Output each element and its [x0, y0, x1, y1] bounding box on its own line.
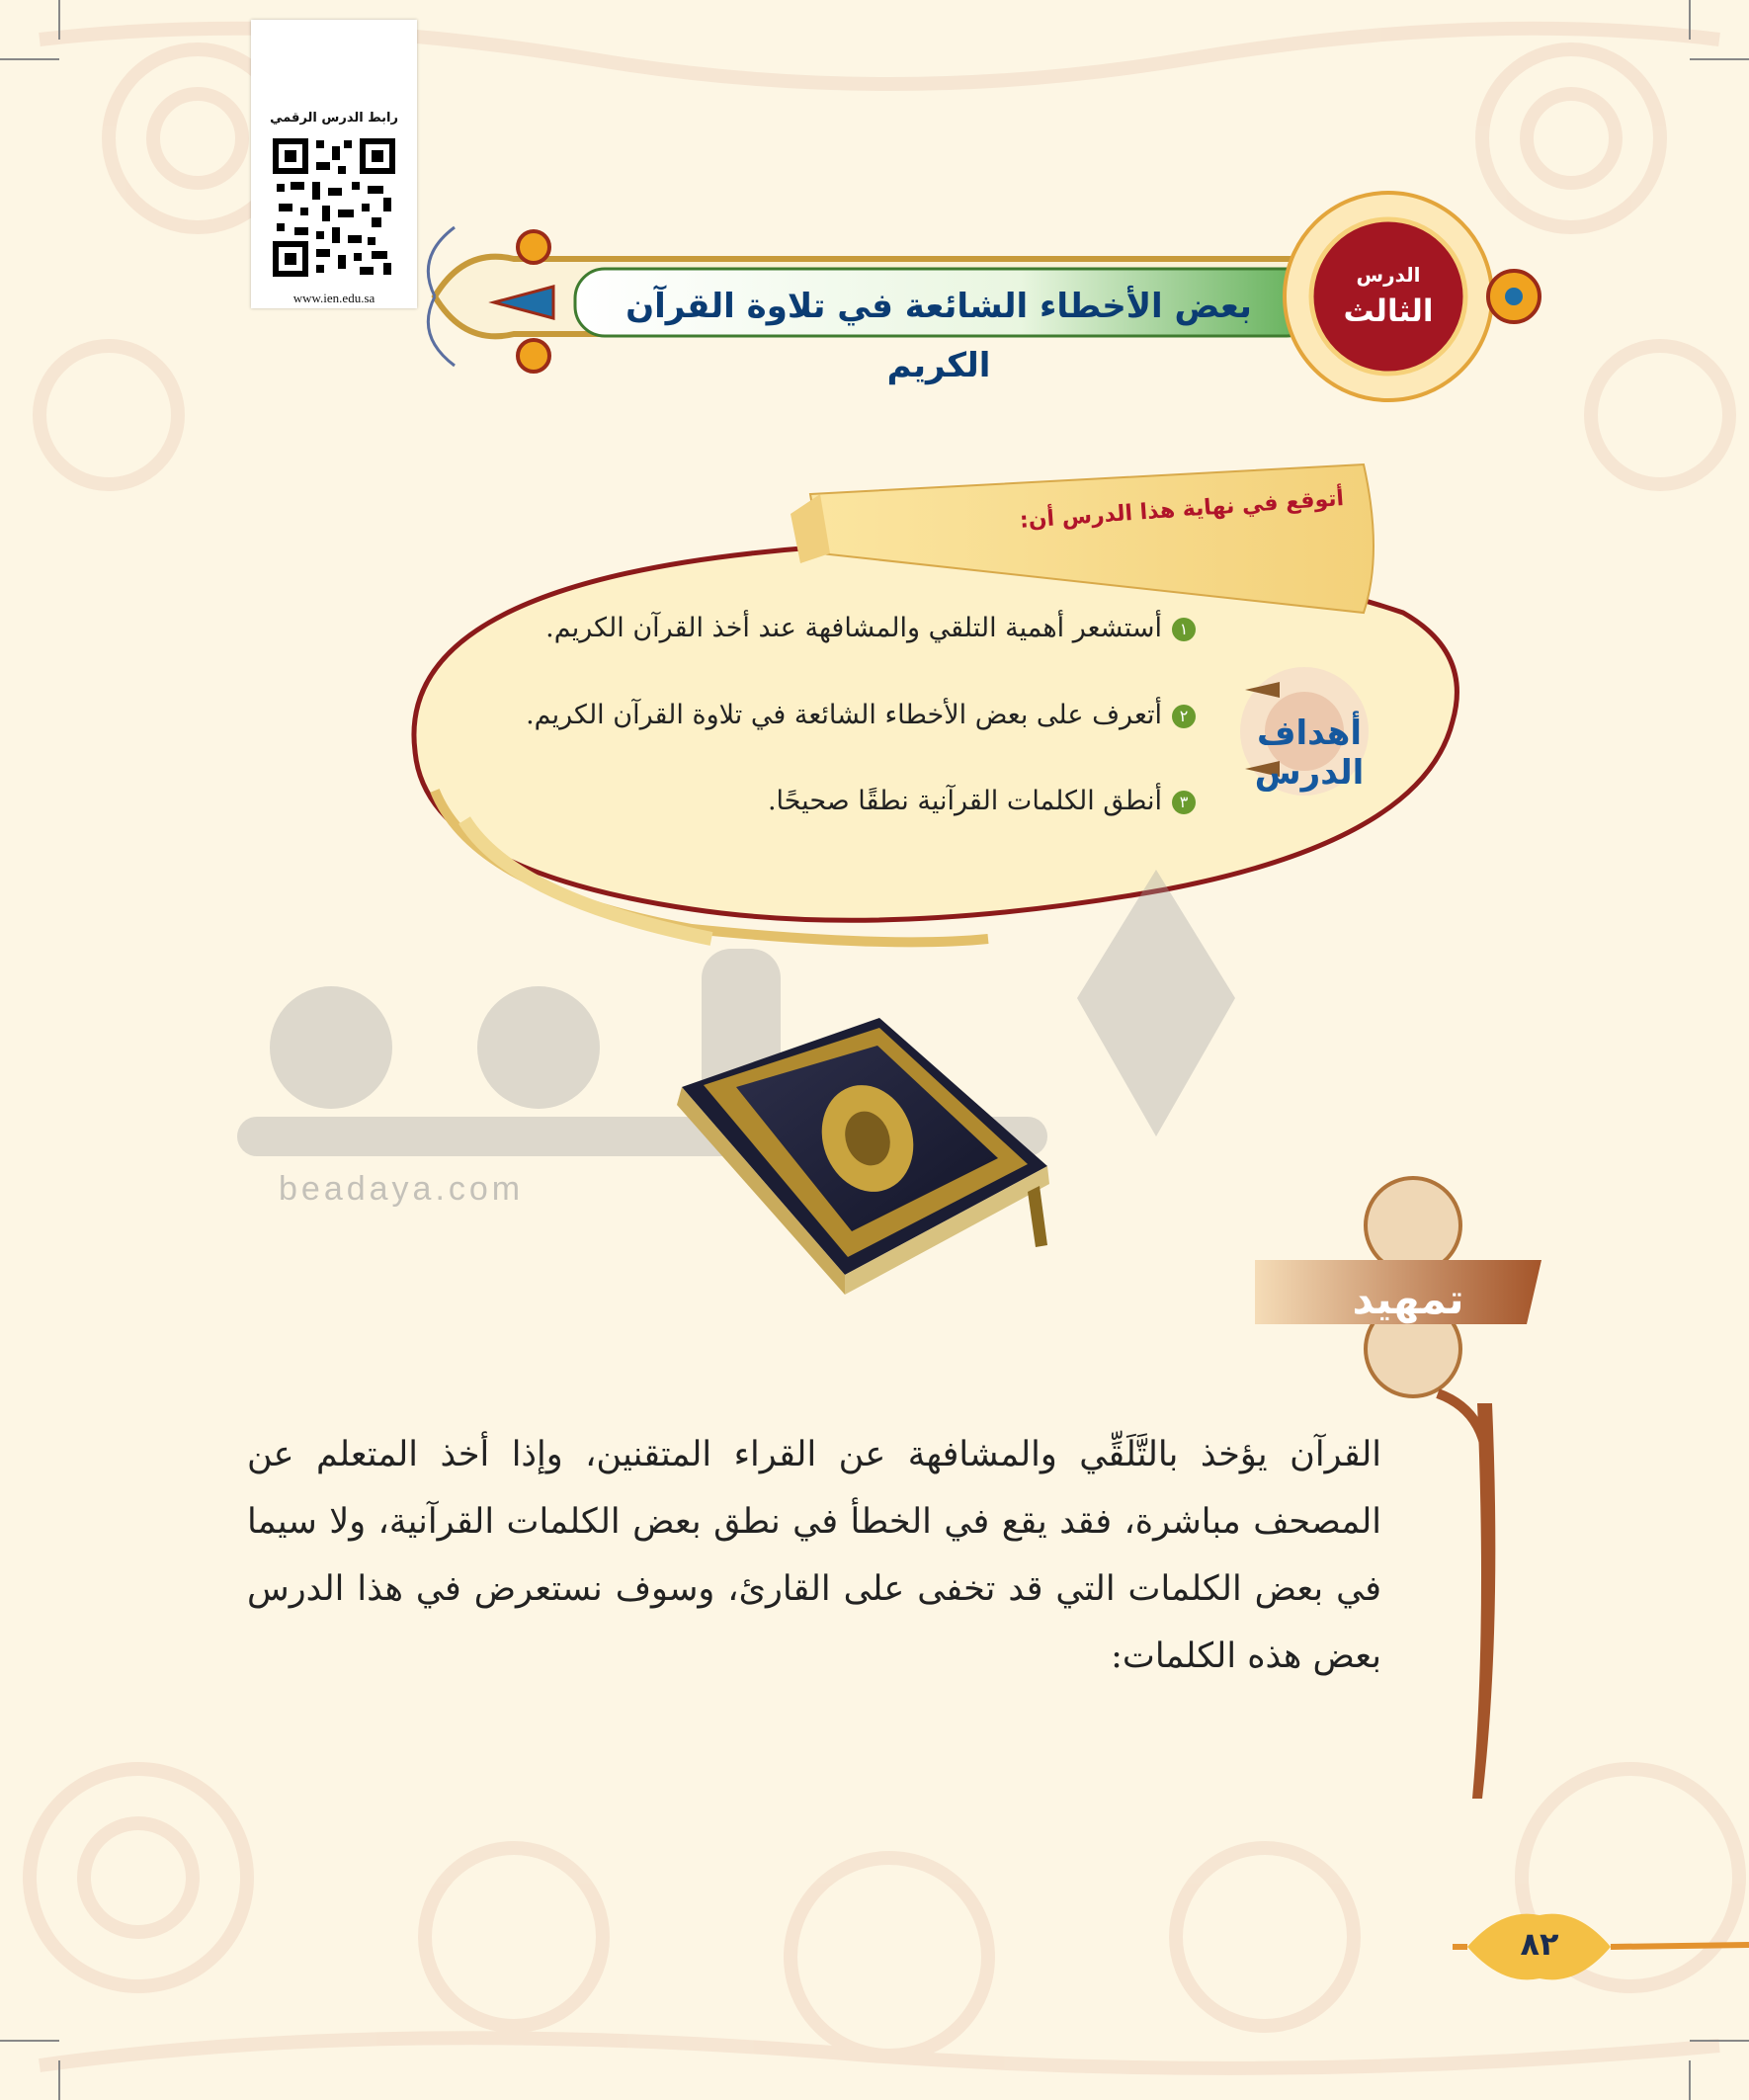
lesson-number: الثالث [1343, 294, 1434, 329]
objective-item [768, 786, 1196, 816]
intro-paragraph: القرآن يؤخذ بالتَّلَقِّي والمشافهة عن القراء المتقنين، وإذا أخذ المتعلم عن المصحف مباشرة، فقد يقع في الخطأ في نطق بعض الكلمات القرآنية، ولا سيما في بعض الكلمات التي قد تخفى على القارئ، وسوف نستعرض في هذا الدرس بعض هذه الكلمات: [247, 1435, 1381, 1676]
page-number-tab [1453, 1914, 1749, 1980]
intro-label: تمهيد [1352, 1275, 1464, 1323]
qr-url[interactable]: www.ien.edu.sa [292, 291, 375, 305]
objective-text: أتعرف على بعض الأخطاء الشائعة في تلاوة القرآن الكريم. [526, 700, 1162, 730]
objective-text: أنطق الكلمات القرآنية نطقًا صحيحًا. [767, 786, 1162, 816]
lesson-label: الدرس [1356, 263, 1421, 287]
page-number: ٨٢ [1520, 1925, 1559, 1963]
watermark-url: beadaya.com [279, 1170, 525, 1208]
qr-code-icon [273, 138, 395, 277]
objective-number: ٣ [1172, 791, 1196, 814]
objective-text: أستشعر أهمية التلقي والمشافهة عند أخذ القرآن الكريم. [545, 613, 1162, 643]
objective-item [545, 613, 1196, 643]
lesson-title: بعض الأخطاء الشائعة في تلاوة القرآن الكريم [625, 287, 1252, 385]
objectives-title: أهداف الدرس [1254, 714, 1365, 793]
objective-item [526, 700, 1196, 730]
objectives-ribbon-text: أتوقع في نهاية هذا الدرس أن: [1019, 486, 1345, 534]
qr-code-card[interactable] [251, 20, 417, 308]
qr-label: رابط الدرس الرقمي [270, 111, 398, 126]
objective-number: ٢ [1172, 705, 1196, 728]
objective-number: ١ [1172, 618, 1196, 641]
